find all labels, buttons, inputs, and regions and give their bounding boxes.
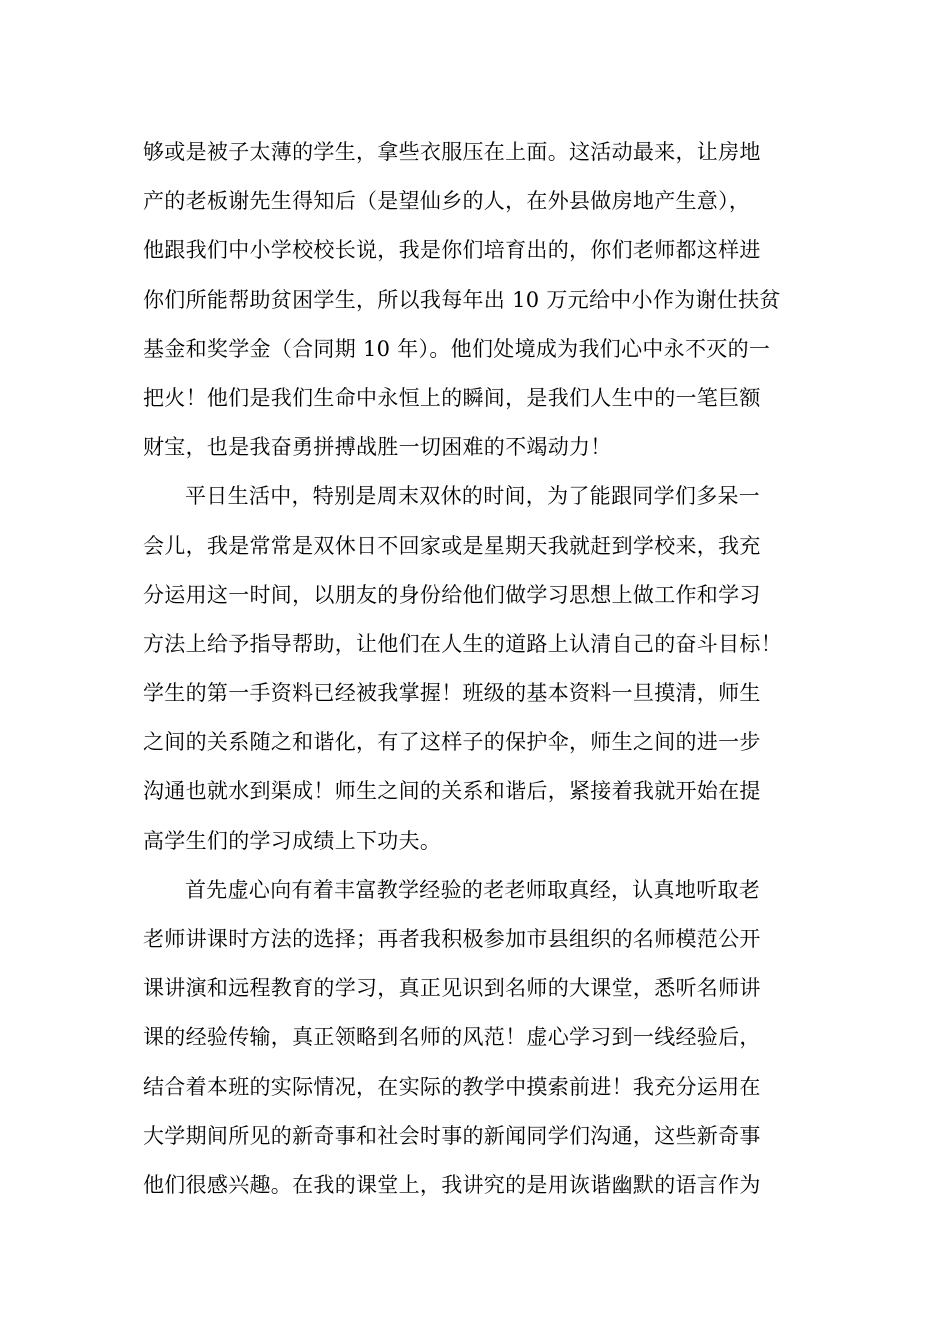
text-line: 财宝，也是我奋勇拼搏战胜一切困难的不竭动力！ bbox=[143, 435, 612, 460]
text-line: 你们所能帮助贫困学生，所以我每年出 10 万元给中小作为谢仕扶贫 bbox=[143, 287, 781, 312]
text-line: 课讲演和远程教育的学习，真正见识到名师的大课堂，悉听名师讲 bbox=[143, 976, 761, 1001]
text-line: 把火！他们是我们生命中永恒上的瞬间，是我们人生中的一笔巨额 bbox=[143, 385, 761, 410]
text-line: 结合着本班的实际情况，在实际的教学中摸索前进！我充分运用在 bbox=[143, 1074, 761, 1099]
text-line: 方法上给予指导帮助，让他们在人生的道路上认清自己的奋斗目标！ bbox=[143, 631, 782, 656]
text-line: 他们很感兴趣。在我的课堂上，我讲究的是用诙谐幽默的语言作为 bbox=[143, 1172, 761, 1197]
body-text bbox=[143, 128, 823, 1210]
text-line: 基金和奖学金（合同期 10 年）。他们处境成为我们心中永不灭的一 bbox=[143, 336, 771, 361]
text-line: 课的经验传输，真正领略到名师的风范！虚心学习到一线经验后， bbox=[143, 1025, 761, 1050]
text-line: 之间的关系随之和谐化，有了这样子的保护伞，师生之间的进一步 bbox=[143, 730, 761, 755]
text-line: 够或是被子太薄的学生，拿些衣服压在上面。这活动最来，让房地 bbox=[143, 140, 761, 164]
text-line: 他跟我们中小学校校长说，我是你们培育出的，你们老师都这样进 bbox=[143, 238, 761, 263]
paragraph-start-line: 首先虚心向有着丰富教学经验的老老师取真经，认真地听取老 bbox=[185, 877, 761, 902]
text-line: 会儿，我是常常是双休日不回家或是星期天我就赶到学校来，我充 bbox=[143, 533, 761, 558]
text-line: 学生的第一手资料已经被我掌握！班级的基本资料一旦摸清，师生 bbox=[143, 681, 761, 706]
paragraph-start-line: 平日生活中，特别是周末双休的时间，为了能跟同学们多呆一 bbox=[185, 484, 761, 509]
text-line: 大学期间所见的新奇事和社会时事的新闻同学们沟通，这些新奇事 bbox=[143, 1123, 761, 1148]
text-line: 沟通也就水到渠成！师生之间的关系和谐后，紧接着我就开始在提 bbox=[143, 779, 761, 804]
text-line: 高学生们的学习成绩上下功夫。 bbox=[143, 828, 442, 853]
text-line: 分运用这一时间，以朋友的身份给他们做学习思想上做工作和学习 bbox=[143, 582, 761, 607]
text-line: 老师讲课时方法的选择；再者我积极参加市县组织的名师模范公开 bbox=[143, 927, 761, 951]
text-line: 产的老板谢先生得知后（是望仙乡的人，在外县做房地产生意）， bbox=[143, 189, 751, 214]
